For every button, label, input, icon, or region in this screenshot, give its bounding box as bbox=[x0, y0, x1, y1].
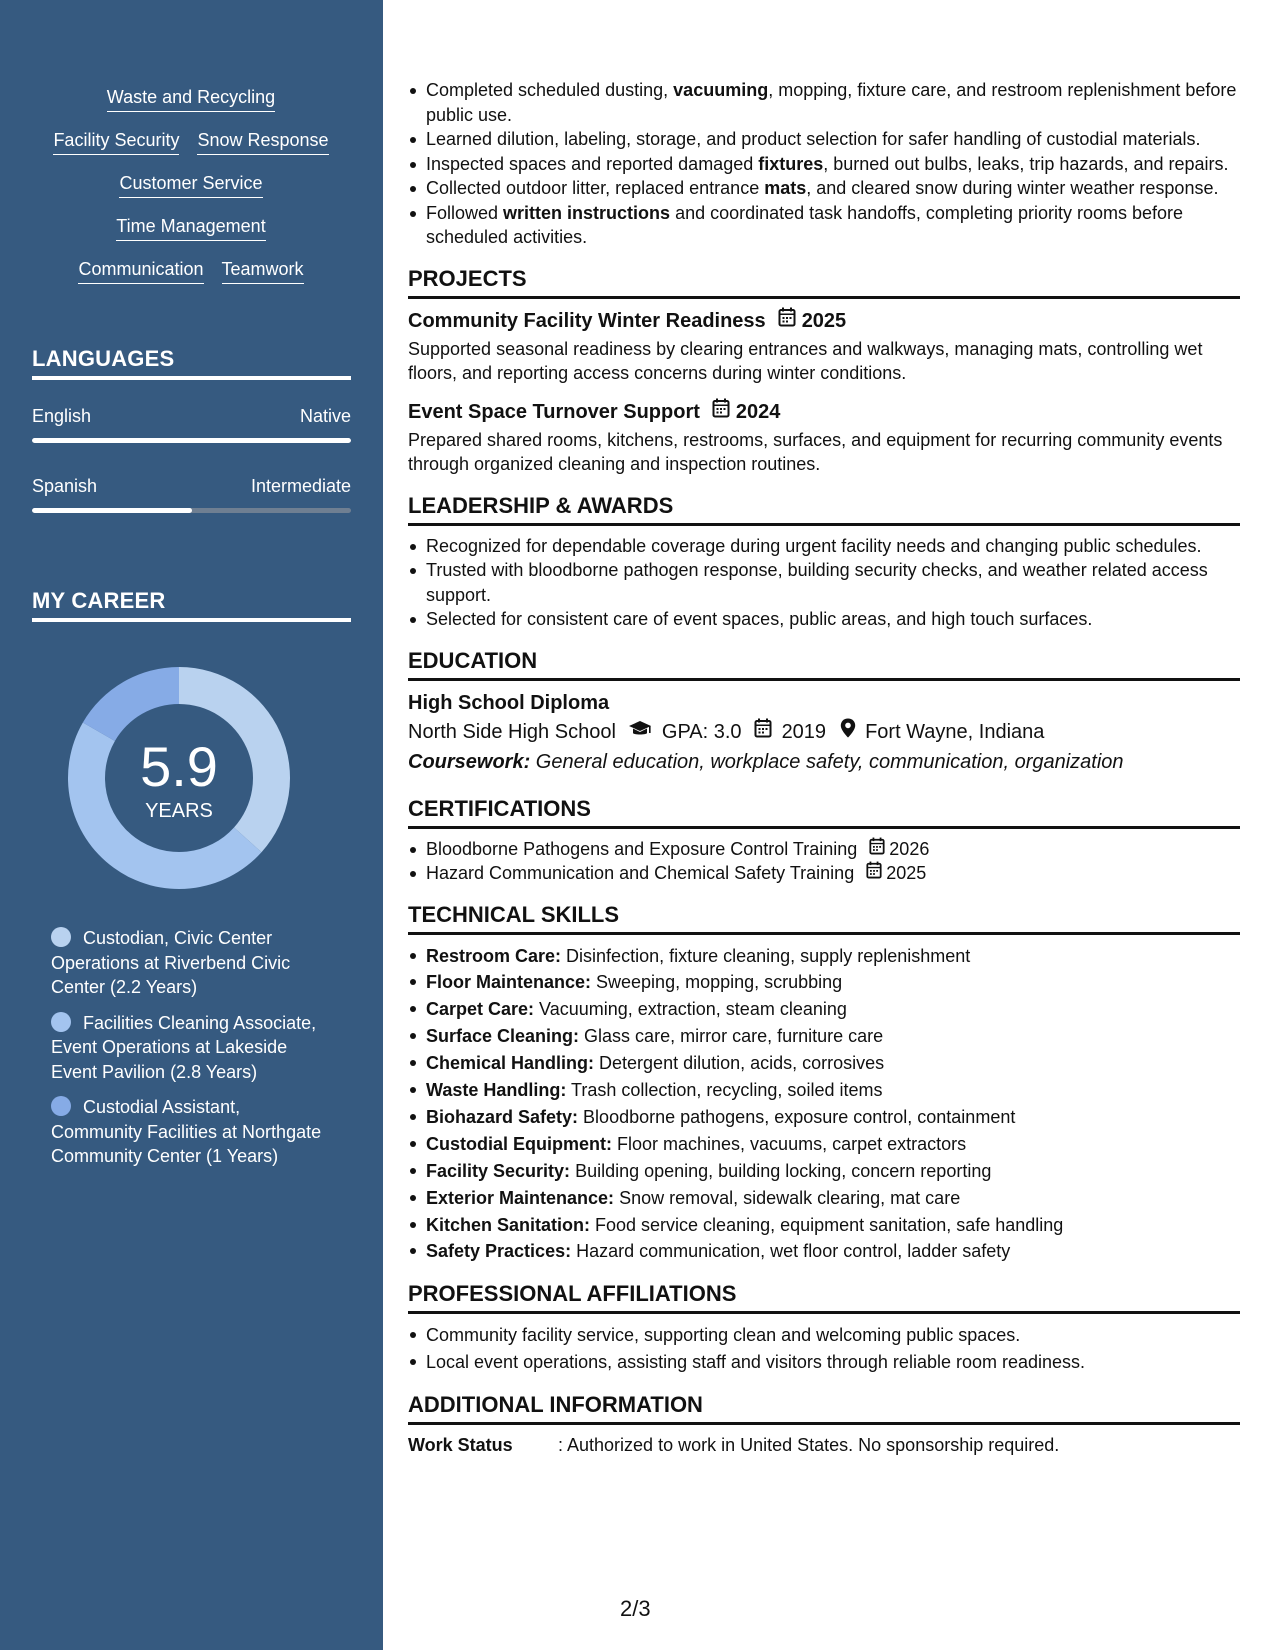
affiliation-item: Local event operations, assisting staff and visitors through reliable room readiness. bbox=[408, 1349, 1240, 1376]
education-details bbox=[408, 717, 1240, 747]
technical-skill-item: Custodial Equipment: Floor machines, vacuums, carpet extractors bbox=[408, 1131, 1240, 1158]
certification-year: 2026 bbox=[889, 838, 930, 859]
career-item-text: Custodian, Civic Center Operations at Riverbend Civic Center (2.2 Years) bbox=[51, 928, 291, 997]
education-degree: High School Diploma bbox=[408, 691, 610, 714]
language-english bbox=[32, 405, 351, 443]
skill-tag-row bbox=[32, 129, 350, 155]
additional-info-heading: ADDITIONAL INFORMATION bbox=[408, 1391, 1240, 1425]
career-item-text: Facilities Cleaning Associate, Event Operations at Lakeside Event Pavilion (2.8 Years) bbox=[51, 1012, 317, 1082]
language-bar bbox=[32, 438, 351, 443]
leadership-item: Selected for consistent care of event spaces, public areas, and high touch surfaces. bbox=[408, 607, 1240, 632]
experience-bullet: Learned dilution, labeling, storage, and product selection for safer handling of custodial materials. bbox=[408, 127, 1240, 152]
skill-tag: Time Management bbox=[116, 215, 265, 241]
experience-bullet: Completed scheduled dusting, vacuuming, mopping, fixture care, and restroom replenishment before public use. bbox=[408, 78, 1240, 127]
career-item-text: Custodial Assistant, Community Facilities at Northgate Community Center (1 Years) bbox=[51, 1097, 322, 1166]
coursework-text: General education, workplace safety, communication, organization bbox=[530, 750, 1124, 773]
skill-tag: Waste and Recycling bbox=[107, 86, 275, 112]
project-year: 2024 bbox=[735, 400, 781, 423]
technical-skill-item: Carpet Care: Vacuuming, extraction, steam cleaning bbox=[408, 996, 1240, 1023]
skill-tag: Teamwork bbox=[222, 258, 304, 284]
certification-item bbox=[408, 861, 1240, 886]
main-content bbox=[408, 78, 1240, 1457]
career-legend-dot bbox=[51, 1012, 71, 1032]
work-status bbox=[408, 1433, 1240, 1457]
leadership-heading: LEADERSHIP & AWARDS bbox=[408, 492, 1240, 526]
page-number: 2/3 bbox=[620, 1596, 651, 1621]
language-bar-fill bbox=[32, 508, 192, 513]
education-heading: EDUCATION bbox=[408, 647, 1240, 681]
certifications-list bbox=[408, 837, 1240, 886]
graduation-cap-icon bbox=[628, 717, 652, 747]
work-status-label: Work Status bbox=[408, 1435, 513, 1456]
skill-tag-row bbox=[32, 258, 350, 284]
technical-skill-item: Biohazard Safety: Bloodborne pathogens, exposure control, containment bbox=[408, 1104, 1240, 1131]
skill-tag: Communication bbox=[78, 258, 203, 284]
calendar-icon bbox=[869, 837, 885, 862]
skill-tag: Facility Security bbox=[53, 129, 179, 155]
technical-skills-heading: TECHNICAL SKILLS bbox=[408, 901, 1240, 935]
calendar-icon bbox=[754, 717, 772, 747]
technical-skill-item: Safety Practices: Hazard communication, wet floor control, ladder safety bbox=[408, 1238, 1240, 1265]
skill-tag: Snow Response bbox=[197, 129, 328, 155]
career-item bbox=[51, 926, 331, 1000]
affiliation-item: Community facility service, supporting clean and welcoming public spaces. bbox=[408, 1322, 1240, 1349]
project-item bbox=[408, 398, 1240, 477]
language-name: English bbox=[32, 406, 92, 426]
location-pin-icon bbox=[840, 717, 856, 747]
experience-bullet: Inspected spaces and reported damaged fixtures, burned out bulbs, leaks, trip hazards, and repairs. bbox=[408, 152, 1240, 177]
technical-skill-item: Waste Handling: Trash collection, recycling, soiled items bbox=[408, 1077, 1240, 1104]
leadership-item: Trusted with bloodborne pathogen response, building security checks, and weather related access support. bbox=[408, 558, 1240, 607]
certification-item bbox=[408, 837, 1240, 862]
technical-skill-item: Kitchen Sanitation: Food service cleaning, equipment sanitation, safe handling bbox=[408, 1212, 1240, 1239]
language-name: Spanish bbox=[32, 476, 98, 496]
career-list bbox=[51, 926, 331, 1180]
career-donut bbox=[66, 665, 292, 891]
technical-skill-item: Facility Security: Building opening, building locking, concern reporting bbox=[408, 1158, 1240, 1185]
work-status-value: : Authorized to work in United States. No sponsorship required. bbox=[558, 1435, 1060, 1456]
certification-name: Hazard Communication and Chemical Safety Training bbox=[426, 863, 855, 883]
certification-year: 2025 bbox=[886, 863, 927, 883]
technical-skill-item: Floor Maintenance: Sweeping, mopping, scrubbing bbox=[408, 969, 1240, 996]
technical-skill-item: Exterior Maintenance: Snow removal, sidewalk clearing, mat care bbox=[408, 1185, 1240, 1212]
skill-tag-row bbox=[32, 172, 350, 198]
coursework-label: Coursework: bbox=[408, 750, 531, 773]
career-item bbox=[51, 1011, 331, 1085]
language-spanish bbox=[32, 475, 351, 513]
skill-tag-row bbox=[32, 86, 350, 112]
project-item bbox=[408, 307, 1240, 386]
language-bar-fill bbox=[32, 438, 351, 443]
career-legend-dot bbox=[51, 1096, 71, 1116]
projects-heading: PROJECTS bbox=[408, 265, 1240, 299]
technical-skill-item: Restroom Care: Disinfection, fixture cleaning, supply replenishment bbox=[408, 943, 1240, 970]
experience-bullet: Collected outdoor litter, replaced entrance mats, and cleared snow during winter weather response. bbox=[408, 176, 1240, 201]
project-year: 2025 bbox=[801, 309, 847, 332]
project-description: Prepared shared rooms, kitchens, restrooms, surfaces, and equipment for recurring community events through organized cleaning and inspection routines. bbox=[408, 429, 1223, 474]
skill-tag-row bbox=[32, 215, 350, 241]
affiliations-heading: PROFESSIONAL AFFILIATIONS bbox=[408, 1280, 1240, 1314]
affiliations-list bbox=[408, 1322, 1240, 1376]
leadership-list bbox=[408, 534, 1240, 632]
leadership-item: Recognized for dependable coverage during urgent facility needs and changing public schedules. bbox=[408, 534, 1240, 559]
project-title: Community Facility Winter Readiness bbox=[408, 309, 766, 332]
career-legend-dot bbox=[51, 927, 71, 947]
skill-tags bbox=[32, 86, 350, 301]
language-level: Intermediate bbox=[250, 476, 351, 496]
technical-skills-list bbox=[408, 943, 1240, 1266]
career-item bbox=[51, 1095, 331, 1169]
experience-bullet: Followed written instructions and coordinated task handoffs, completing priority rooms before scheduled activities. bbox=[408, 201, 1240, 250]
certifications-heading: CERTIFICATIONS bbox=[408, 795, 1240, 829]
certification-name: Bloodborne Pathogens and Exposure Control Training bbox=[426, 838, 858, 859]
technical-skill-item: Surface Cleaning: Glass care, mirror care, furniture care bbox=[408, 1023, 1240, 1050]
career-heading: MY CAREER bbox=[32, 588, 351, 622]
education-coursework bbox=[408, 747, 1240, 777]
career-total-years: 5.9 bbox=[140, 735, 218, 798]
education-location: Fort Wayne, Indiana bbox=[865, 720, 1045, 743]
languages-heading: LANGUAGES bbox=[32, 346, 351, 380]
education-gpa: GPA: 3.0 bbox=[661, 720, 742, 743]
project-title: Event Space Turnover Support bbox=[408, 400, 700, 423]
skill-tag: Customer Service bbox=[119, 172, 262, 198]
calendar-icon bbox=[778, 307, 796, 335]
experience-bullets bbox=[408, 78, 1240, 250]
education-year: 2019 bbox=[781, 720, 827, 743]
project-description: Supported seasonal readiness by clearing entrances and walkways, managing mats, controlling wet floors, and reporting access concerns during winter conditions. bbox=[408, 338, 1203, 383]
career-total-unit: YEARS bbox=[145, 800, 213, 822]
language-level: Native bbox=[299, 406, 351, 426]
language-bar bbox=[32, 508, 351, 513]
calendar-icon bbox=[866, 861, 882, 886]
calendar-icon bbox=[712, 398, 730, 426]
technical-skill-item: Chemical Handling: Detergent dilution, acids, corrosives bbox=[408, 1050, 1240, 1077]
education-school: North Side High School bbox=[408, 720, 616, 743]
sidebar bbox=[0, 0, 383, 1650]
